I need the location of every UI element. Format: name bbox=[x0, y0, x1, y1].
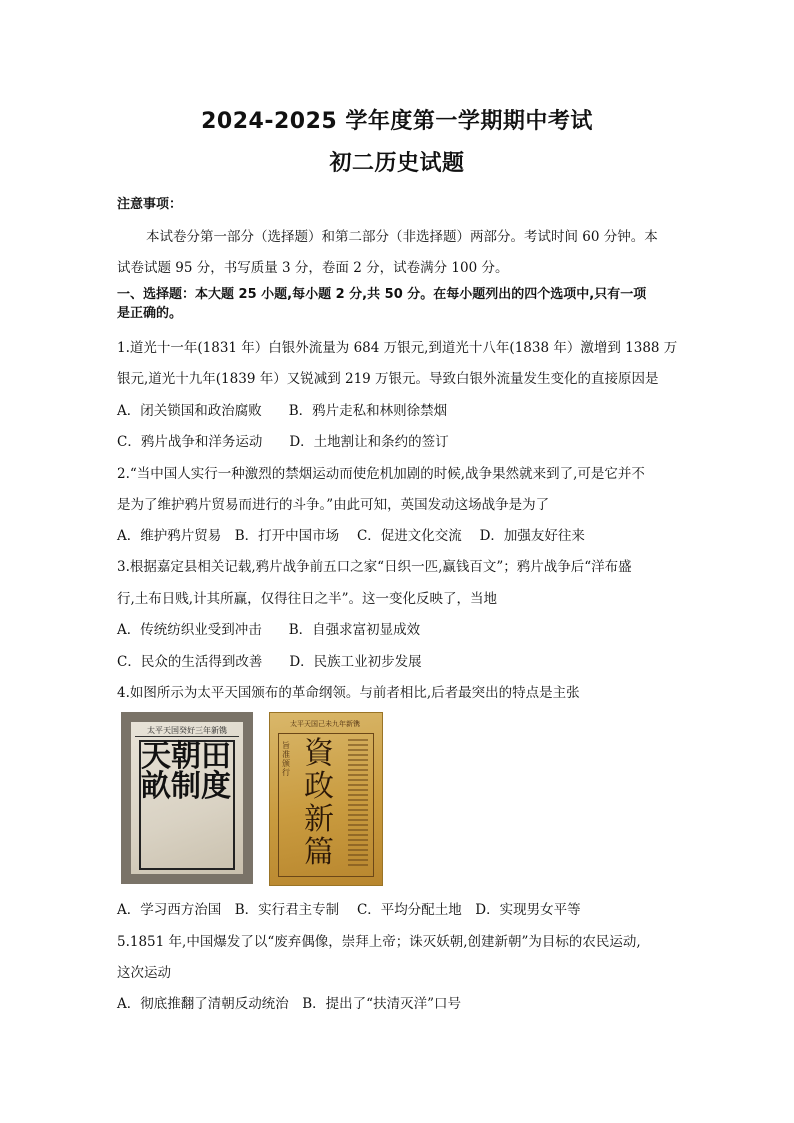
image-right-side-text bbox=[348, 739, 368, 867]
question-5-line-1: 5.1851 年,中国爆发了以“废弃偶像，崇拜上帝；诛灭妖朝,创建新朝”为目标的农民运动, bbox=[117, 934, 641, 950]
question-2-options-row-1: A．维护鸦片贸易 B．打开中国市场 C．促进文化交流 D．加强友好往来 bbox=[117, 528, 585, 544]
image-right-band: 太平天国己未九年新镌 bbox=[290, 720, 360, 728]
question-2-line-2: 是为了维护鸦片贸易而进行的斗争。”由此可知，英国发动这场战争是为了 bbox=[117, 497, 550, 513]
tianchao-tianmu-zhidu-image bbox=[121, 712, 253, 884]
image-left-band: 太平天国癸好三年新镌 bbox=[135, 726, 239, 737]
question-1-line-1: 1.道光十一年(1831 年）白银外流量为 684 万银元,到道光十八年(1838 年）激增到 1388 万 bbox=[117, 340, 678, 356]
question-3-options-row-2: C．民众的生活得到改善 D．民族工业初步发展 bbox=[117, 654, 422, 670]
exam-subtitle: 初二历史试题 bbox=[329, 151, 465, 176]
section-heading-line-1: 一、选择题：本大题 25 小题,每小题 2 分,共 50 分。在每小题列出的四个选项中,只有一项 bbox=[117, 287, 647, 302]
question-5-options-row-1: A．彻底推翻了清朝反动统治 B．提出了“扶清灭洋”口号 bbox=[117, 996, 461, 1012]
zizheng-xinpian-image bbox=[269, 712, 383, 886]
question-3-line-2: 行,土布日贱,计其所赢，仅得往日之半”。这一变化反映了，当地 bbox=[117, 591, 497, 607]
image-paper bbox=[131, 722, 243, 874]
notice-line-2: 试卷试题 95 分，书写质量 3 分，卷面 2 分，试卷满分 100 分。 bbox=[117, 260, 509, 276]
question-1-line-2: 银元,道光十九年(1839 年）又锐减到 219 万银元。导致白银外流量发生变化的直接原因是 bbox=[117, 371, 659, 387]
question-2-line-1: 2.“当中国人实行一种激烈的禁烟运动而使危机加剧的时候,战争果然就来到了,可是它并不 bbox=[117, 466, 645, 482]
notice-label: 注意事项： bbox=[117, 197, 183, 212]
image-right-small-text: 旨准颁行 bbox=[282, 741, 290, 777]
question-4-line-1: 4.如图所示为太平天国颁布的革命纲领。与前者相比,后者最突出的特点是主张 bbox=[117, 685, 580, 701]
question-3-line-1: 3.根据嘉定县相关记载,鸦片战争前五口之家“日织一匹,赢钱百文”；鸦片战争后“洋布盛 bbox=[117, 559, 632, 575]
section-heading-line-2: 是正确的。 bbox=[117, 306, 183, 321]
notice-line-1: 本试卷分第一部分（选择题）和第二部分（非选择题）两部分。考试时间 60 分钟。本 bbox=[146, 229, 658, 245]
question-1-options-row-2: C．鸦片战争和洋务运动 D．土地割让和条约的签订 bbox=[117, 434, 449, 450]
exam-title: 2024-2025 学年度第一学期期中考试 bbox=[201, 109, 593, 134]
question-1-options-row-1: A．闭关锁国和政治腐败 B．鸦片走私和林则徐禁烟 bbox=[117, 403, 448, 419]
question-5-line-2: 这次运动 bbox=[117, 965, 171, 981]
question-4-options-row-1: A．学习西方治国 B．实行君主专制 C．平均分配土地 D．实现男女平等 bbox=[117, 902, 581, 918]
question-3-options-row-1: A．传统纺织业受到冲击 B．自强求富初显成效 bbox=[117, 622, 421, 638]
image-right-title: 資政新篇 bbox=[304, 736, 334, 870]
image-left-title: 天朝田畝制度 bbox=[141, 739, 231, 804]
